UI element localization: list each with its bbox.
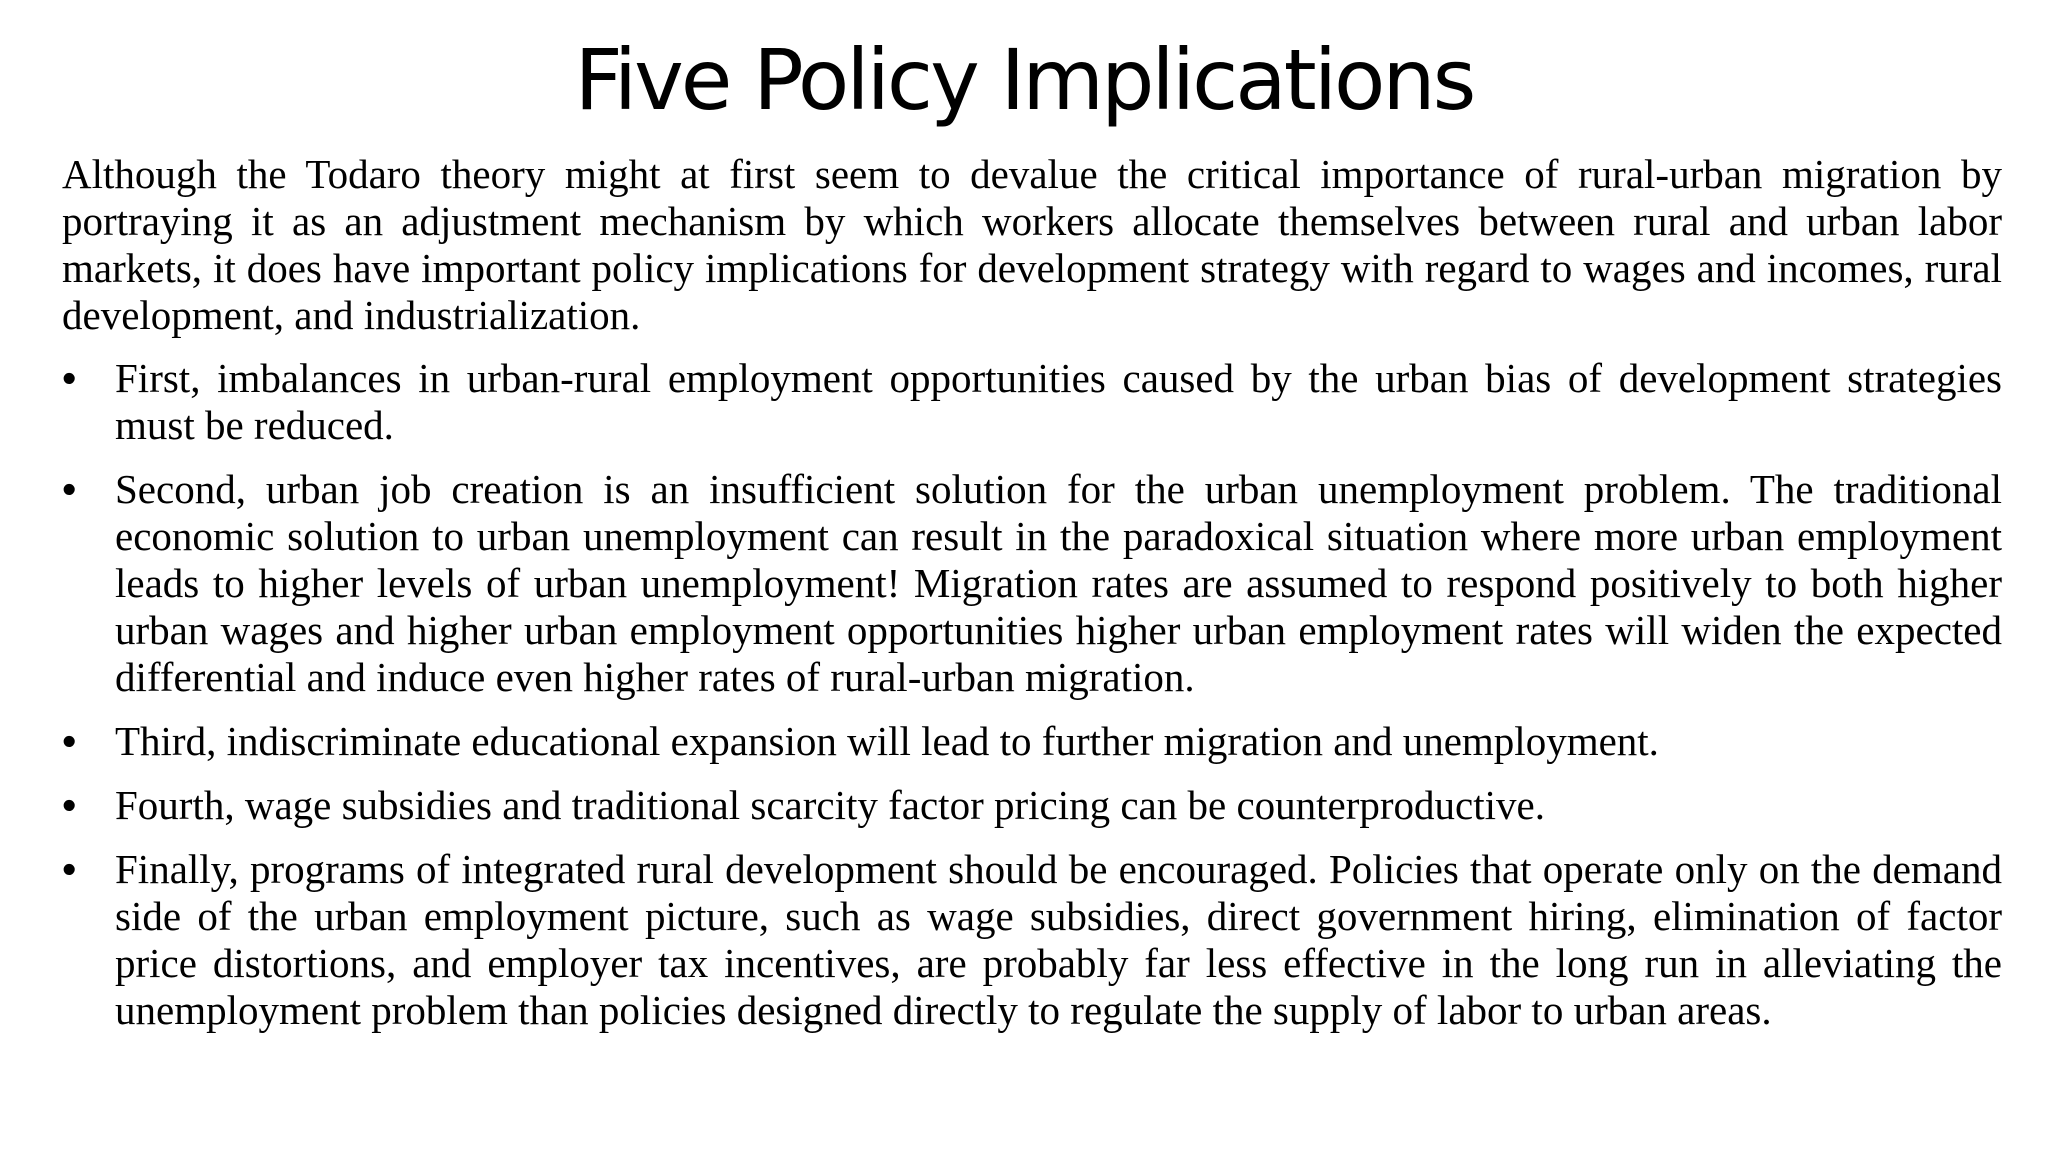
bullet-text: Second, urban job creation is an insufficient solution for the urban unemployment problem. The traditional economic solution to urban unemployment can result in the paradoxical situation where more urban employment leads to higher levels of urban unemployment! Migration rates are assumed to respond positively to both higher urban wages and higher urban employment opportunities higher urban employment rates will widen the expected differential and induce even higher rates of rural-urban migration. <box>115 466 2002 700</box>
intro-paragraph: Although the Todaro theory might at first seem to devalue the critical importance of rural-urban migration by portraying it as an adjustment mechanism by which workers allocate themselves between rural and urban labor markets, it does have important policy implications for development strategy with regard to wages and incomes, rural development, and industrialization. <box>62 151 2002 338</box>
bullet-item-second <box>62 466 2002 701</box>
bullet-text: Fourth, wage subsidies and traditional scarcity factor pricing can be counterproductive. <box>115 782 1545 828</box>
bullet-icon: • <box>62 355 77 401</box>
bullet-icon: • <box>62 846 77 892</box>
bullet-icon: • <box>62 718 77 764</box>
bullet-item-third <box>62 718 2002 765</box>
bullet-item-first <box>62 355 2002 449</box>
bullet-text: Finally, programs of integrated rural development should be encouraged. Policies that operate only on the demand side of the urban employment picture, such as wage subsidies, direct government hiring, elimination of factor price distortions, and employer tax incentives, are probably far less effective in the long run in alleviating the unemployment problem than policies designed directly to regulate the supply of labor to urban areas. <box>115 846 2002 1033</box>
bullet-icon: • <box>62 782 77 828</box>
bullet-item-fifth <box>62 846 2002 1034</box>
slide-body <box>62 151 2002 1051</box>
bullet-item-fourth <box>62 782 2002 829</box>
bullet-text: First, imbalances in urban-rural employment opportunities caused by the urban bias of development strategies must be reduced. <box>115 355 2002 448</box>
slide-title: Five Policy Implications <box>574 31 1474 129</box>
bullet-list <box>62 355 2002 1034</box>
bullet-text: Third, indiscriminate educational expansion will lead to further migration and unemployment. <box>115 718 1659 764</box>
bullet-icon: • <box>62 466 77 512</box>
